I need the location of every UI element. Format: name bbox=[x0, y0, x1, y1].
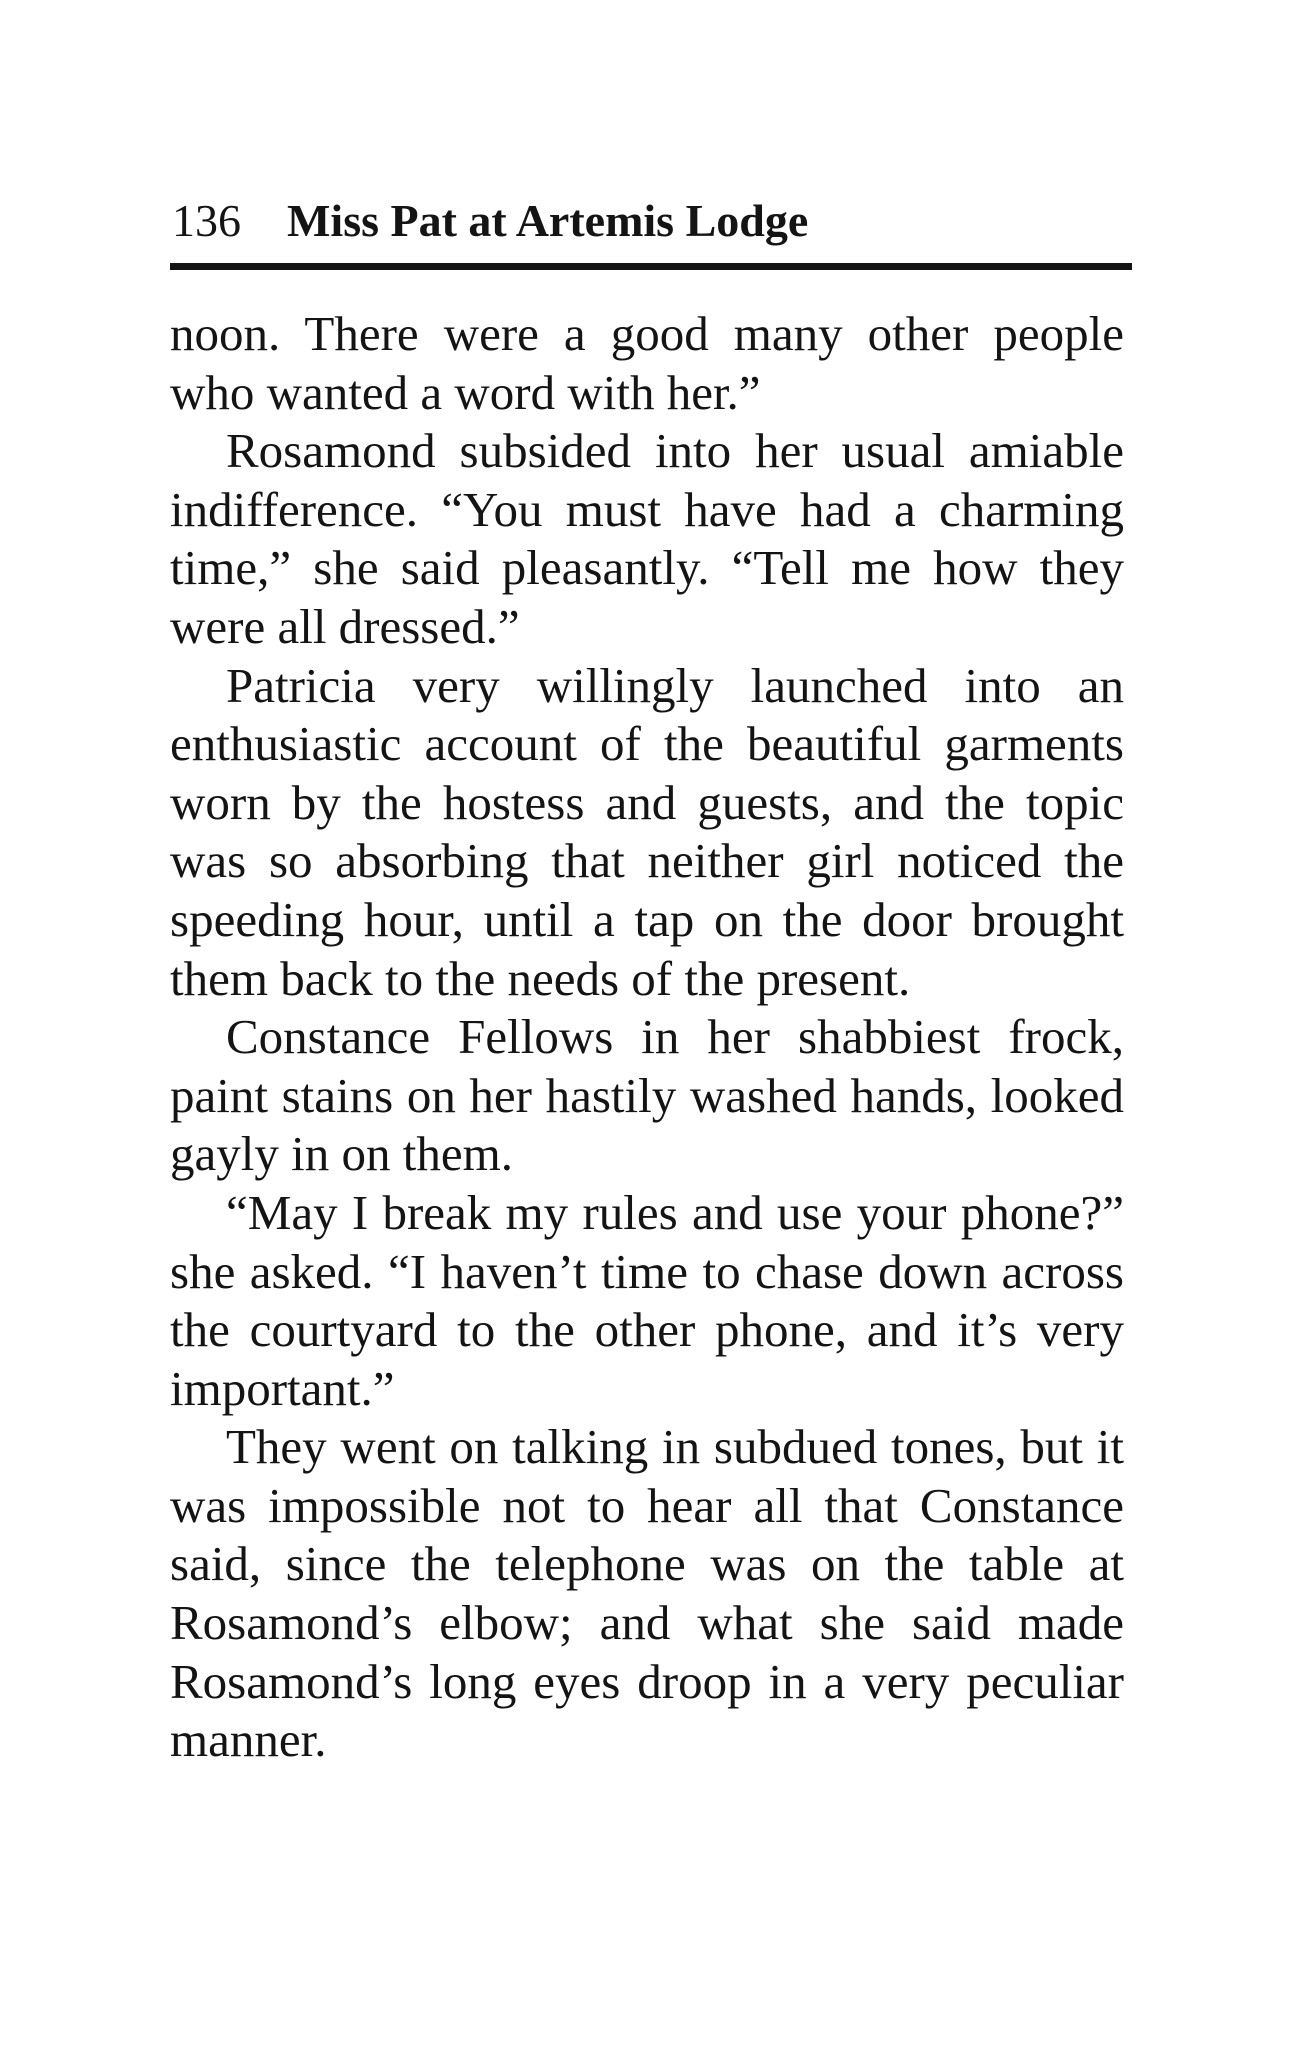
page-number: 136 bbox=[172, 195, 241, 246]
paragraph: “May I break my rules and use your phone?” she asked. “I haven’t time to chase down across the courtyard to the other phone, and it’s very important.” bbox=[170, 1184, 1124, 1416]
paragraph: Patricia very willingly launched into an enthusiastic account of the beautiful garments worn by the hostess and guests, and the topic was so absorbing that neither girl noticed the speeding hour, until a tap on the door brought them back to the needs of the present. bbox=[170, 657, 1124, 1006]
paragraph-continued: noon. There were a good many other people who wanted a word with her.” bbox=[170, 306, 1124, 420]
paragraph: Rosamond subsided into her usual amiable indifference. “You must have had a charming time,” she said pleasantly. “Tell me how they were all dressed.” bbox=[170, 423, 1124, 654]
running-head bbox=[172, 186, 1132, 256]
body-text bbox=[170, 305, 1124, 1770]
book-title: Miss Pat at Artemis Lodge bbox=[287, 195, 809, 246]
header-rule bbox=[170, 263, 1132, 270]
paragraph: They went on talking in subdued tones, but it was impossible not to hear all that Constance said, since the telephone was on the table at Rosamond’s elbow; and what she said made Rosamond’s long eyes droop in a very peculiar manner. bbox=[170, 1419, 1124, 1768]
paragraph: Constance Fellows in her shabbiest frock, paint stains on her hastily washed hands, looked gayly in on them. bbox=[170, 1009, 1124, 1182]
